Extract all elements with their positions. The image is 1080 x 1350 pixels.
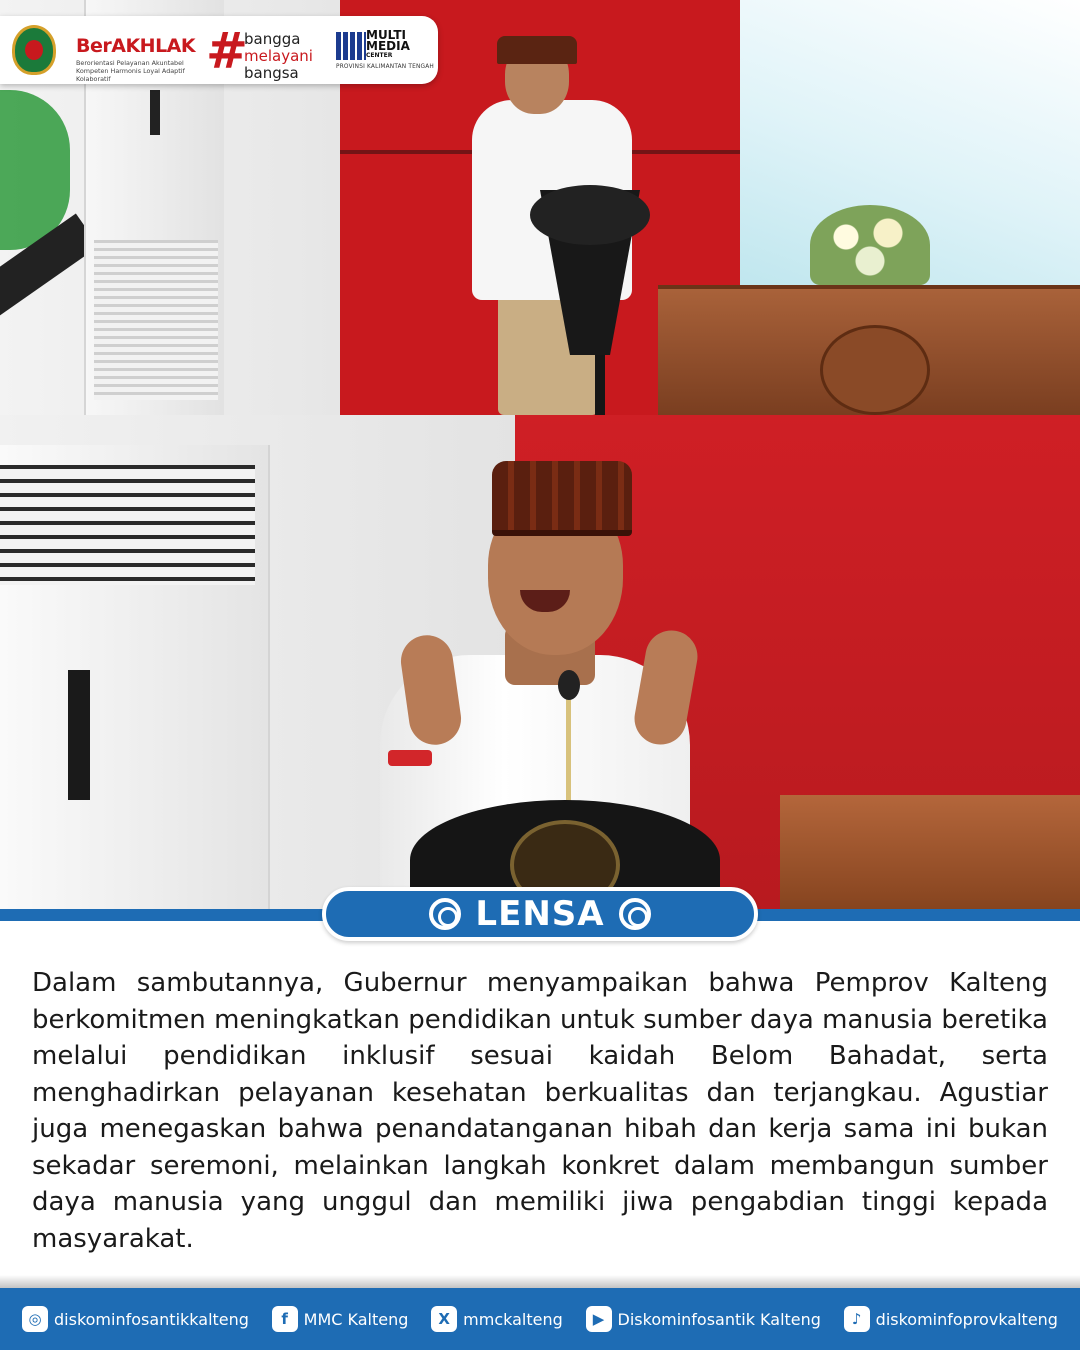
photo-air-conditioner: [0, 445, 270, 910]
social-youtube[interactable]: [586, 1306, 821, 1332]
multimedia-center-logo: [336, 32, 366, 60]
berakhlak-tagline: Berorientasi Pelayanan Akuntabel Kompeten Harmonis Loyal Adaptif Kolaboratif: [76, 59, 185, 83]
photo-table-emblem: [820, 325, 930, 415]
photo-traditional-hat: [492, 461, 632, 536]
camera-aperture-icon: [429, 898, 461, 930]
lensa-title: LENSA: [475, 894, 605, 934]
social-x[interactable]: [431, 1306, 563, 1332]
berakhlak-logo: BerAKHLAK: [76, 35, 196, 57]
social-label: MMC Kalteng: [303, 1309, 409, 1329]
photo-carved-table: [780, 795, 1080, 910]
lensa-banner: [322, 887, 758, 941]
x-icon: X: [431, 1306, 457, 1332]
province-logo: [12, 25, 56, 75]
social-label: diskominfosantikkalteng: [54, 1309, 249, 1329]
multimedia-center-title: MULTI MEDIA CENTER: [366, 28, 410, 59]
tiktok-icon: ♪: [844, 1306, 870, 1332]
photo-governor-speaking-closeup: [0, 415, 1080, 910]
social-label: Diskominfosantik Kalteng: [617, 1309, 821, 1329]
header-logo-bar: [0, 16, 438, 84]
camera-aperture-icon: [619, 898, 651, 930]
social-label: mmckalteng: [463, 1309, 563, 1329]
photo-flowers: [810, 205, 930, 285]
bangga-melayani-bangsa-logo: bangga melayani bangsa: [244, 30, 313, 82]
hashtag-icon: #: [206, 22, 248, 80]
youtube-icon: ▶: [586, 1306, 612, 1332]
article-body: Dalam sambutannya, Gubernur menyampaikan bahwa Pemprov Kalteng berkomitmen meningkatkan pendidikan untuk sumber daya manusia beretika melalui pendidikan inklusif sesuai kaidah Belom Bahadat, serta menghadirkan pelayanan kesehatan berkualitas dan terjangkau. Agustiar juga menegaskan bahwa penandatanganan hibah dan kerja sama ini bukan sekadar seremoni, melainkan langkah konkret dalam membangun sumber daya manusia yang unggul dan memiliki jiwa pengabdian tinggi kepada masyarakat.: [32, 968, 1048, 1254]
social-facebook[interactable]: [272, 1306, 409, 1332]
social-label: diskominfoprovkalteng: [875, 1309, 1058, 1329]
instagram-icon: ◎: [22, 1306, 48, 1332]
facebook-icon: f: [272, 1306, 298, 1332]
social-media-footer: [0, 1288, 1080, 1350]
photo-microphone: [558, 670, 580, 700]
multimedia-center-subtitle: PROVINSI KALIMANTAN TENGAH: [336, 64, 434, 70]
social-instagram[interactable]: [22, 1306, 249, 1332]
social-tiktok[interactable]: [844, 1306, 1058, 1332]
